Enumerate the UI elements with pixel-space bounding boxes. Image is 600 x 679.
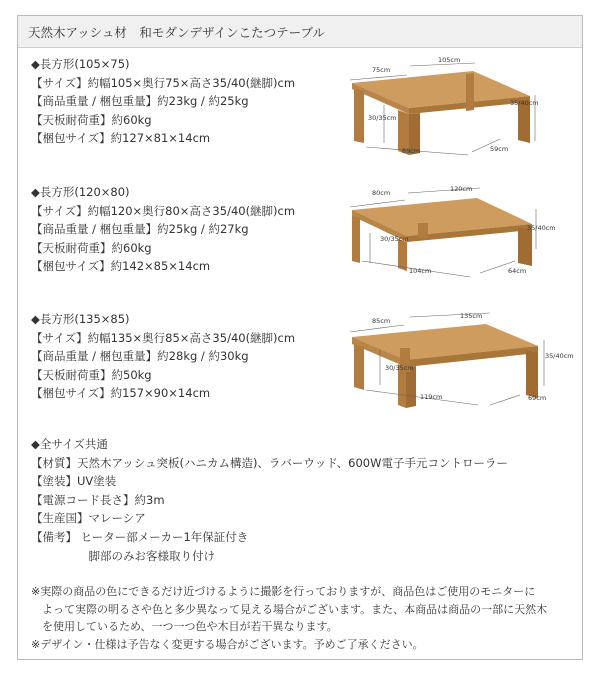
table-illustration-135 (340, 310, 574, 420)
finish-line: 【塗装】UV塗装 (31, 474, 117, 489)
load-spec-line: 【天板耐荷重】約50kg (31, 367, 152, 382)
size-block-135 (31, 310, 295, 403)
height-label: 35/40cm (510, 99, 539, 107)
leg-height-label: 30/35cm (368, 114, 397, 122)
table-leg (466, 73, 474, 111)
table-leg (354, 89, 364, 143)
dimension-line (350, 325, 404, 332)
note-line: を使用しているため、一つ一つ色や木目が若干異なります。 (31, 620, 338, 633)
size-heading: ◆長方形(105×75) (31, 57, 130, 71)
table-leg (398, 239, 407, 271)
table-illustration-120 (340, 183, 565, 283)
depth-label: 75cm (372, 66, 391, 74)
package-spec-line: 【梱包サイズ】約142×85×14cm (31, 259, 211, 274)
table-leg (418, 223, 428, 238)
size-spec-line: 【サイズ】約幅120×奥行80×高さ35/40(継脚)cm (31, 203, 296, 218)
load-spec-line: 【天板耐荷重】約60kg (31, 240, 152, 255)
inner-width-label: 119cm (420, 393, 443, 401)
remarks-line: 【備考】 ヒーター部メーカー1年保証付き (31, 529, 249, 544)
table-leg (406, 366, 416, 408)
inner-width-label: 89cm (402, 147, 421, 155)
weight-spec-line: 【商品重量 / 梱包重量】約23kg / 約25kg (31, 94, 249, 109)
common-heading: ◆全サイズ共通 (31, 437, 108, 451)
height-label: 35/40cm (545, 352, 574, 360)
size-spec-line: 【サイズ】約幅135×奥行85×高さ35/40(継脚)cm (31, 330, 296, 345)
width-label: 135cm (460, 312, 483, 320)
depth-label: 85cm (372, 317, 391, 325)
header-bar (18, 16, 582, 48)
width-label: 120cm (450, 185, 473, 193)
remarks-line-2: 脚部のみお客様取り付け (31, 548, 215, 563)
note-line: ※デザイン・仕様は予告なく変更する場合がございます。予めご了承ください。 (31, 637, 424, 651)
package-spec-line: 【梱包サイズ】約157×90×14cm (31, 386, 211, 401)
inner-width-label: 104cm (409, 267, 432, 275)
table-leg (518, 227, 532, 266)
note-line: ※実際の商品の色にできるだけ近づけるように撮影を行っておりますが、商品色はご使用のモニターに (31, 585, 536, 598)
load-spec-line: 【天板耐荷重】約60kg (31, 112, 152, 127)
origin-line: 【生産国】マレーシア (31, 511, 146, 526)
size-block-120 (31, 183, 295, 276)
inner-depth-label: 59cm (490, 145, 509, 153)
table-illustration-105 (340, 55, 565, 165)
dimension-line (490, 395, 520, 405)
inner-depth-label: 64cm (508, 267, 527, 275)
size-spec-line: 【サイズ】約幅105×奥行75×高さ35/40(継脚)cm (31, 75, 296, 90)
leg-height-label: 30/35cm (380, 235, 409, 243)
table-leg (354, 344, 364, 390)
weight-spec-line: 【商品重量 / 梱包重量】約28kg / 約30kg (31, 349, 249, 364)
common-spec-block (31, 435, 508, 565)
size-heading: ◆長方形(135×85) (31, 312, 130, 326)
material-line: 【材質】天然木アッシュ突板(ハニカム構造)、ラバーウッド、600W電子手元コントローラー (31, 455, 508, 470)
height-label: 35/40cm (527, 224, 556, 232)
note-line: よって実際の明るさや色と多少異なって見える場合がございます。また、本商品は商品の一部に天然木 (31, 602, 548, 616)
size-block-105 (31, 55, 295, 148)
weight-spec-line: 【商品重量 / 梱包重量】約25kg / 約27kg (31, 222, 249, 237)
width-label: 105cm (438, 56, 461, 64)
inner-depth-label: 69cm (528, 394, 547, 402)
table-leg (352, 216, 360, 263)
table-leg (526, 350, 538, 398)
page-title: 天然木アッシュ材 和モダンデザインこたつテーブル (28, 25, 326, 40)
depth-label: 80cm (372, 189, 391, 197)
disclaimer-notes (31, 583, 576, 653)
size-heading: ◆長方形(120×80) (31, 185, 130, 199)
package-spec-line: 【梱包サイズ】約127×81×14cm (31, 131, 211, 146)
cord-length-line: 【電源コード長さ】約3m (31, 492, 165, 507)
leg-height-label: 30/35cm (385, 364, 414, 372)
